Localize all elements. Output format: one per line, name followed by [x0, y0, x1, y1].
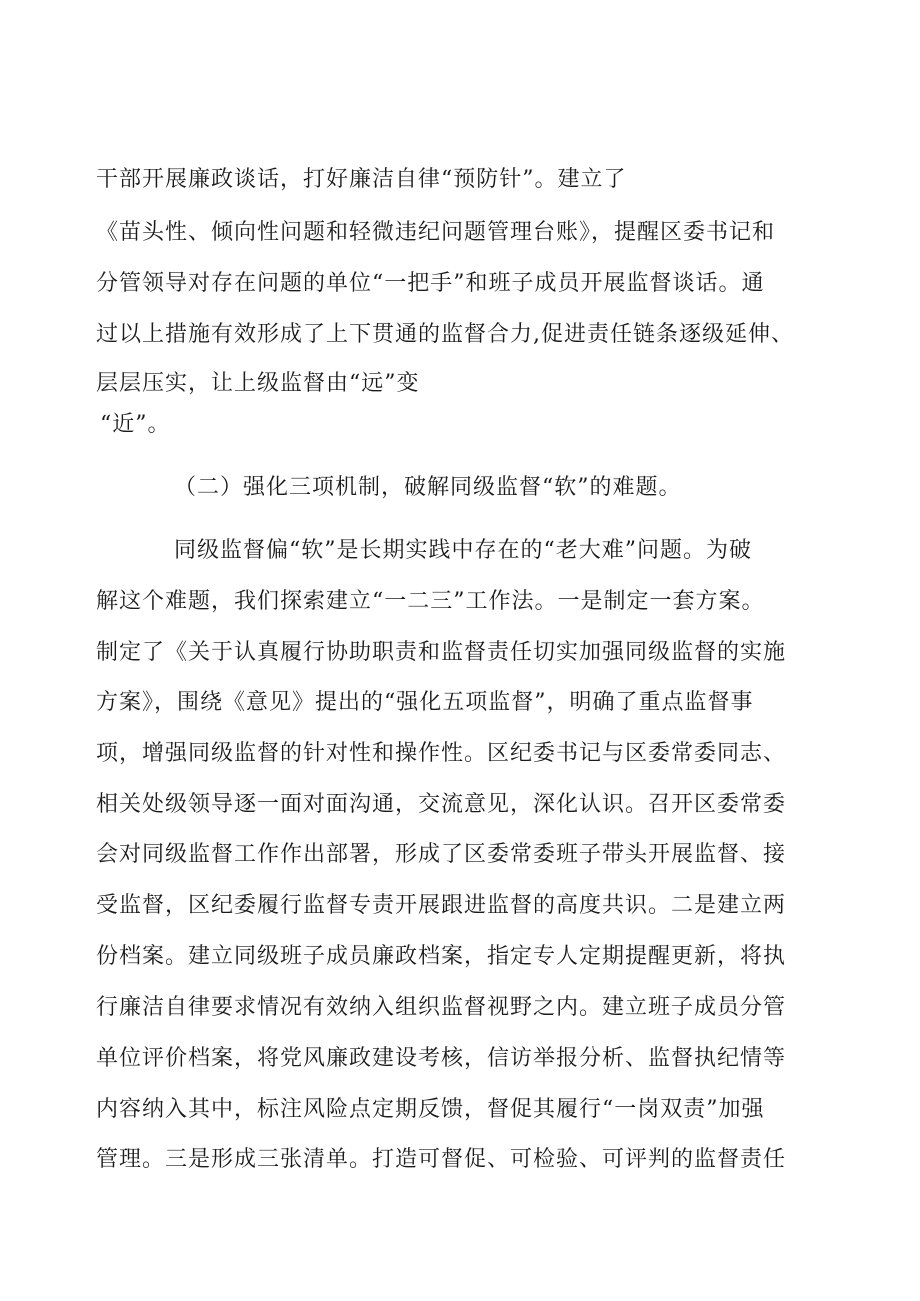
- paragraph-line-12: 项，增强同级监督的针对性和操作性。区纪委书记与区委常委同志、: [96, 741, 787, 766]
- paragraph-line-2: 《苗头性、倾向性问题和轻微违纪问题管理台账》，提醒区委书记和: [96, 220, 776, 245]
- paragraph-line-1: 干部开展廉政谈话，打好廉洁自律“预防针”。建立了: [96, 167, 627, 192]
- paragraph-line-19: 内容纳入其中，标注风险点定期反馈，督促其履行“一岗双责”加强: [96, 1097, 765, 1122]
- paragraph-line-15: 受监督，区纪委履行监督专责开展跟进监督的高度共识。二是建立两: [96, 893, 787, 918]
- paragraph-line-11: 方案》，围绕《意见》提出的“强化五项监督”，明确了重点监督事: [96, 690, 754, 715]
- paragraph-line-10: 制定了《关于认真履行协助职责和监督责任切实加强同级监督的实施: [96, 640, 787, 665]
- paragraph-line-13: 相关处级领导逐一面对面沟通，交流意见，深化认识。召开区委常委: [96, 792, 787, 817]
- paragraph-line-3: 分管领导对存在问题的单位“一把手”和班子成员开展监督谈话。通: [96, 271, 765, 296]
- paragraph-line-20: 管理。三是形成三张清单。打造可督促、可检验、可评判的监督责任: [96, 1147, 787, 1172]
- paragraph-line-6: “近”。: [100, 412, 171, 437]
- section-heading: （二）强化三项机制，破解同级监督“软”的难题。: [174, 475, 682, 500]
- paragraph-line-4: 过以上措施有效形成了上下贯通的监督合力,促进责任链条逐级延伸、: [96, 322, 794, 347]
- paragraph-line-14: 会对同级监督工作作出部署，形成了区委常委班子带头开展监督、接: [96, 842, 787, 867]
- paragraph-line-8: 同级监督偏“软”是长期实践中存在的“老大难”问题。为破: [174, 538, 752, 563]
- paragraph-line-16: 份档案。建立同级班子成员廉政档案，指定专人定期提醒更新，将执: [96, 944, 787, 969]
- paragraph-line-5: 层层压实，让上级监督由“远”变: [96, 371, 420, 396]
- paragraph-line-9: 解这个难题，我们探索建立“一二三”工作法。一是制定一套方案。: [96, 589, 765, 614]
- paragraph-line-18: 单位评价档案，将党风廉政建设考核，信访举报分析、监督执纪情等: [96, 1046, 787, 1071]
- paragraph-line-17: 行廉洁自律要求情况有效纳入组织监督视野之内。建立班子成员分管: [96, 995, 787, 1020]
